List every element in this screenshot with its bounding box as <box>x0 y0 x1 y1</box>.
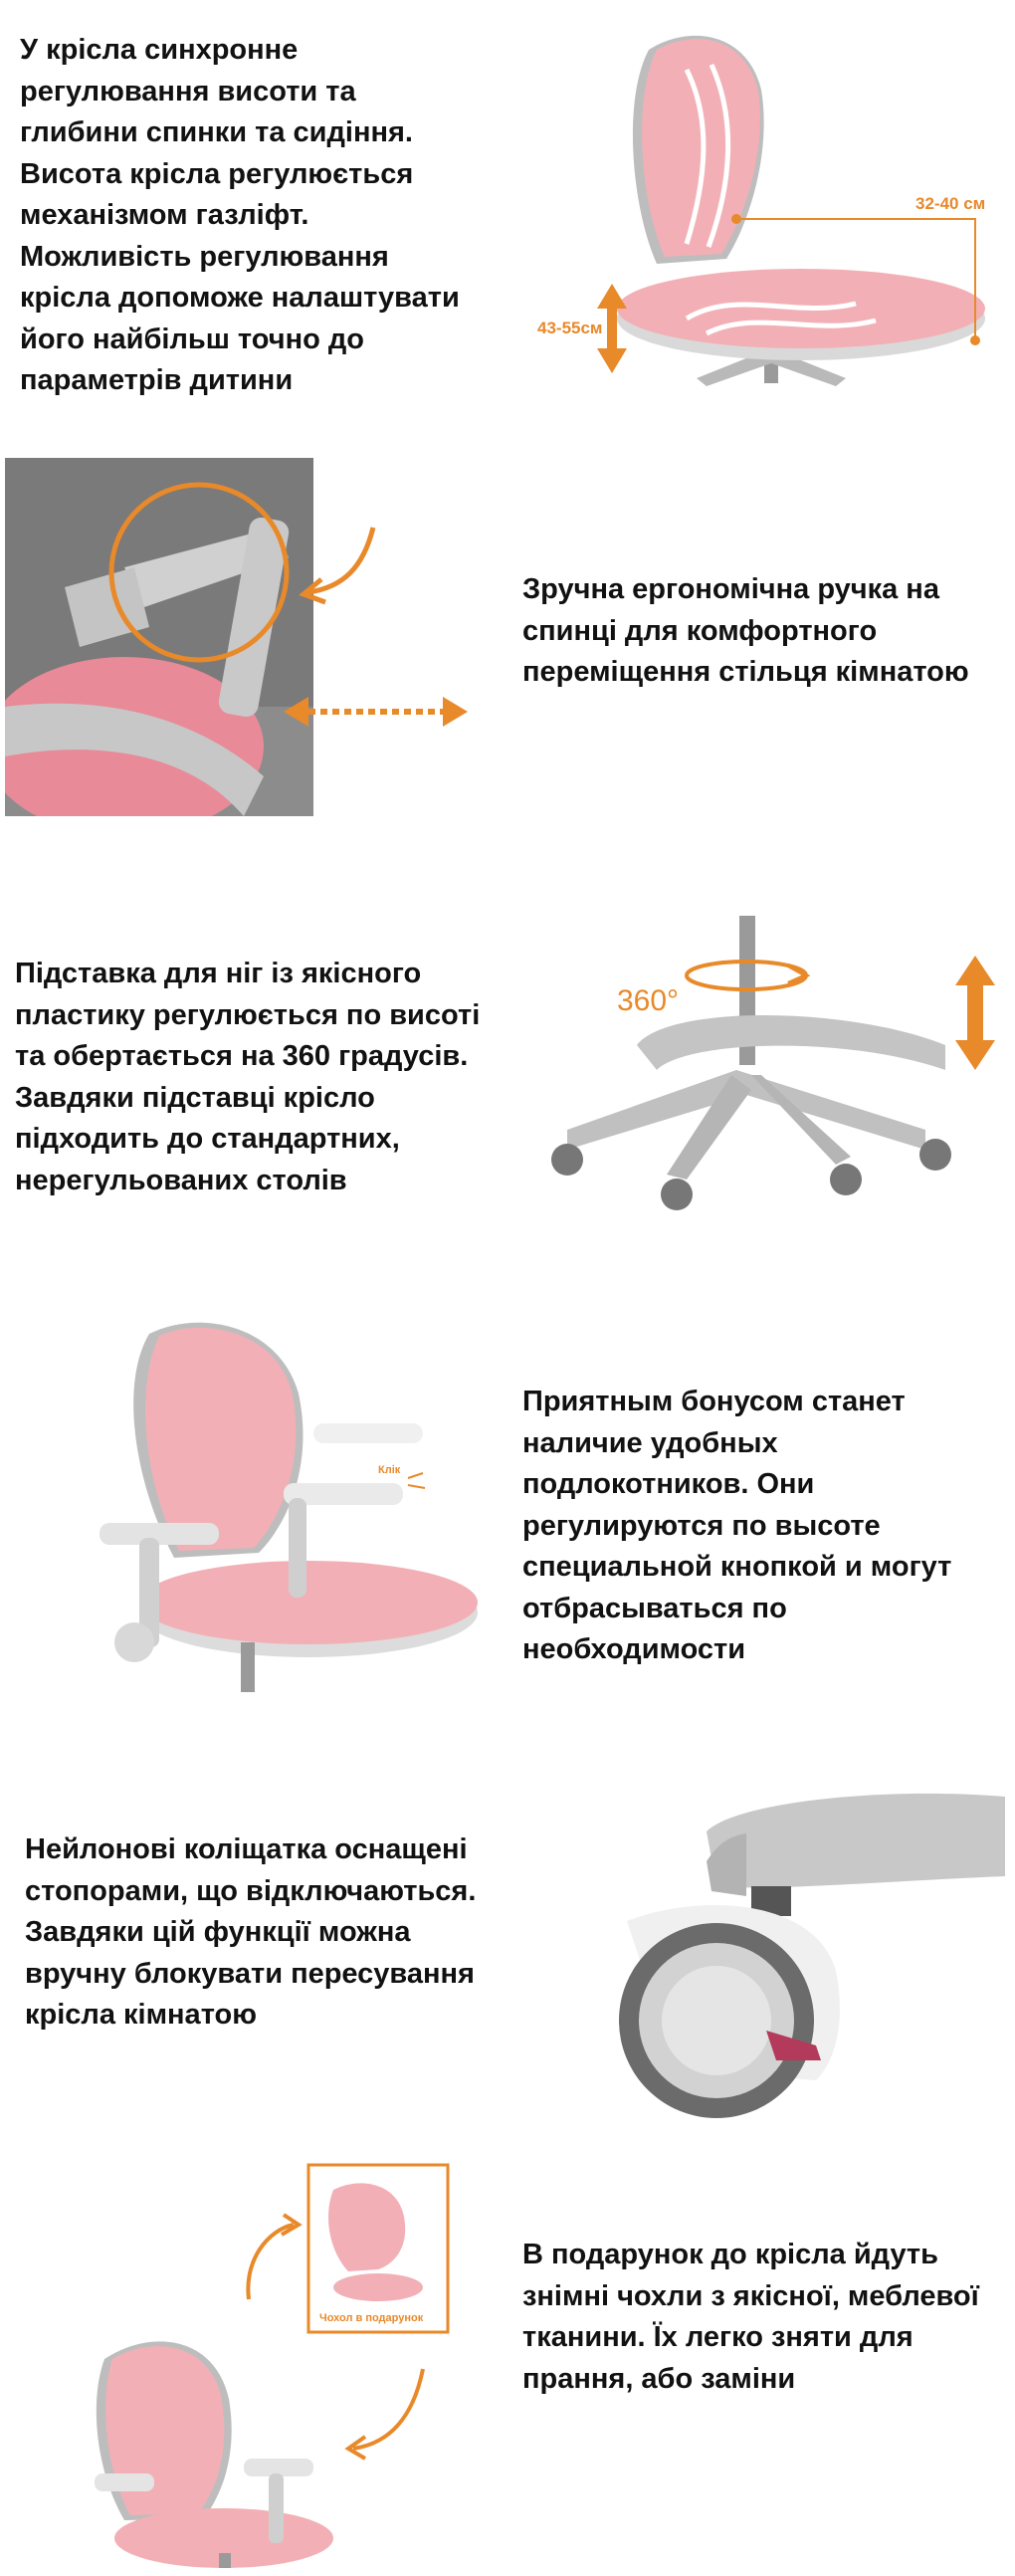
section-casters <box>0 1752 1015 2150</box>
cover-gift-label: Чохол в подарунок <box>319 2312 424 2324</box>
section-armrests <box>0 1294 1015 1712</box>
caster-image <box>587 1762 1005 2140</box>
covers-image <box>95 2160 512 2568</box>
casters-text: Нейлонові коліщатка оснащені стопорами, що відключаються. Завдяки цій функції можна вручну блокувати пересування крісла кімнатою <box>25 1833 477 2031</box>
chair-height-image <box>537 20 1005 398</box>
click-label: Клік <box>378 1464 401 1476</box>
footrest-image <box>508 896 1005 1234</box>
height-adjustment-text: У крісла синхронне регулювання висоти та глибини спинки та сидіння. Висота крісла регулюється механізмом газліфт. Можливість регулювання крісла допоможе налаштувати його найбільш точно до параметрів дитини <box>20 34 460 396</box>
handle-closeup-image <box>5 458 473 816</box>
height-label: 43-55см <box>537 319 603 337</box>
rotation-label: 360° <box>617 984 680 1017</box>
armrests-image <box>80 1314 517 1702</box>
section-handle <box>0 458 1015 836</box>
back-depth-label: 32-40 см <box>915 194 986 213</box>
handle-text: Зручна ергономічна ручка на спинці для комфортного переміщення стільця кімнатою <box>522 573 969 688</box>
footrest-text: Підставка для ніг із якісного пластику регулюється по висоті та обертається на 360 градусів. Завдяки підставці крісло підходить до стандартних, нерегульованих столів <box>15 958 481 1196</box>
section-height-adjustment <box>0 0 1015 418</box>
section-footrest <box>0 876 1015 1254</box>
section-covers <box>0 2150 1015 2576</box>
covers-text: В подарунок до крісла йдуть знімні чохли з якісної, меблевої тканини. Їх легко зняти для прання, або заміни <box>522 2239 979 2395</box>
armrests-text: Приятным бонусом станет наличие удобных подлокотников. Они регулируются по высоте специальной кнопкой и могут отбрасываться по необходимости <box>522 1386 952 1665</box>
